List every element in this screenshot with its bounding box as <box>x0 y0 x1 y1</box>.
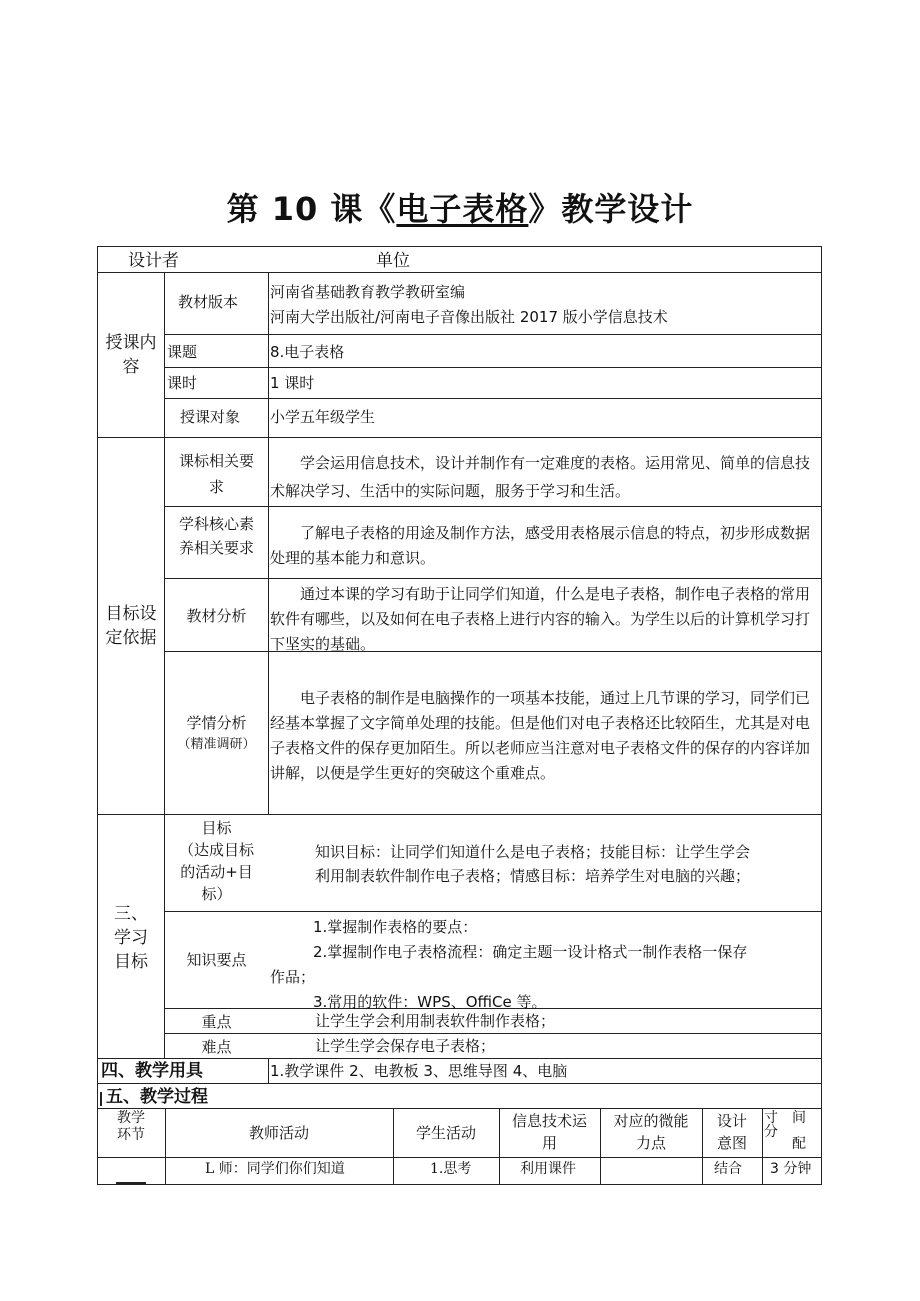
literacy-text: 了解电子表格的用途及制作方法，感受用表格展示信息的特点，初步形成数据处理的基本能力和意识。 <box>270 524 811 567</box>
page-title-underlined: 电子表格 <box>396 190 529 228</box>
knowledge-line1: 1.掌握制作表格的要点： <box>313 918 478 936</box>
knowledge-line4: 3.常用的软件：WPS、OffiCe 等。 <box>313 993 547 1011</box>
standard-text: 学会运用信息技术，设计并制作有一定难度的表格。运用常见、简单的信息技术解决学习、生活中的实际问题，服务于学习和生活。 <box>270 454 811 500</box>
row1-time: 3 分钟 <box>770 1161 812 1177</box>
topic-label: 课题 <box>167 343 198 361</box>
goal-text-line2: 利用制表软件制作电子表格；情感目标：培养学生对电脑的兴趣； <box>315 867 751 885</box>
edition-line2: 河南大学出版社/河南电子音像出版社 2017 版小学信息技术 <box>270 308 668 326</box>
teaching-content-label: 授课内 容 <box>105 333 157 377</box>
hours-label: 课时 <box>167 374 198 392</box>
student-text: 电子表格的制作是电脑操作的一项基本技能，通过上几节课的学习，同学们已经基本掌握了文字简单处理的技能。但是他们对电子表格还比较陌生，尤其是对电子表格文件的保存更加陌生。所以老师应当注意对电子表格文件的保存的内容详加讲解，以便是学生更好的突破这个重难点。 <box>270 689 811 782</box>
topic-value: 8.电子表格 <box>270 343 345 361</box>
edition-line1: 河南省基础教育教学教研室编 <box>270 283 466 301</box>
audience-label: 授课对象 <box>180 408 241 426</box>
col-it-header: 信息技术运 用 <box>511 1112 587 1152</box>
difficulty-label: 难点 <box>201 1038 232 1056</box>
material-text: 通过本课的学习有助于让同学们知道，什么是电子表格，制作电子表格的常用软件有哪些，以及如何在电子表格上进行内容的输入。为学生以后的计算机学习打下坚实的基础。 <box>270 585 811 653</box>
col-stage-header: 教学 环节 <box>117 1110 145 1143</box>
knowledge-line2: 2.掌握制作电子表格流程：确定主题一设计格式一制作表格一保存 <box>313 943 748 961</box>
goal-basis-label: 目标设 定依据 <box>105 604 157 648</box>
col-teacher-header: 教师活动 <box>248 1124 309 1142</box>
row1-student: 1.思考 <box>430 1161 472 1177</box>
page-title: 第 10 课《电子表格》教学设计 <box>226 190 694 228</box>
row1-teacher: L 师：同学们你们知道 <box>205 1161 345 1177</box>
student-label: 学情分析 （精准调研） <box>177 714 256 752</box>
designer-label: 设计者 <box>128 251 179 271</box>
goal-text-line1: 知识目标：让同学们知道什么是电子表格；技能目标：让学生学会 <box>315 843 751 861</box>
learning-goals-label: 三、 学习 目标 <box>114 904 148 972</box>
tools-label: 四、教学用具 <box>101 1061 203 1081</box>
col-micro-header: 对应的微能 力点 <box>613 1112 689 1152</box>
process-label: 五、教学过程 <box>106 1087 208 1107</box>
knowledge-label: 知识要点 <box>186 951 247 969</box>
col-intent-header: 设计 意图 <box>716 1112 747 1152</box>
hours-value: 1 课时 <box>270 374 315 392</box>
goal-label: 目标 （达成目标 的活动+目 标） <box>178 819 254 903</box>
difficulty-text: 让学生学会保存电子表格； <box>315 1037 496 1055</box>
edition-label: 教材版本 <box>178 293 239 311</box>
key-text: 让学生学会利用制表软件制作表格； <box>315 1012 556 1030</box>
material-label: 教材分析 <box>186 607 247 625</box>
row1-intent: 结合 <box>714 1161 742 1177</box>
literacy-label: 学科核心素 养相关要求 <box>178 515 254 557</box>
col-student-header: 学生活动 <box>415 1124 476 1142</box>
audience-value: 小学五年级学生 <box>270 408 376 426</box>
row1-it: 利用课件 <box>520 1161 576 1177</box>
knowledge-line3: 作品； <box>270 968 316 986</box>
standard-label: 课标相关要 求 <box>178 452 254 496</box>
key-label: 重点 <box>201 1013 232 1031</box>
unit-label: 单位 <box>376 251 410 271</box>
col-time-header: 寸 间 分 配 <box>764 1110 806 1152</box>
tools-text: 1.教学课件 2、电教板 3、思维导图 4、电脑 <box>270 1062 568 1080</box>
